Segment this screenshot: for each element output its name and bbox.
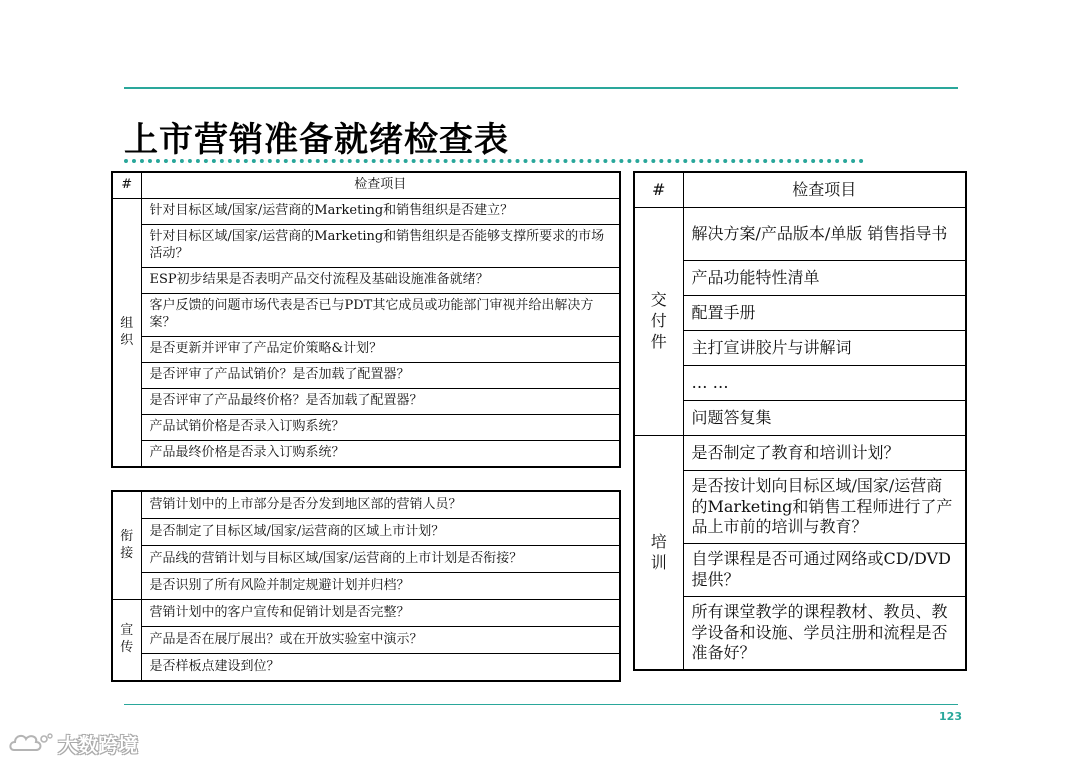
check-item: 针对目标区域/国家/运营商的Marketing和销售组织是否能够支撑所要求的市场活动？: [141, 225, 620, 268]
header-hash: #: [634, 172, 683, 208]
check-item: 是否识别了所有风险并制定规避计划并归档？: [141, 573, 620, 600]
check-item: 是否评审了产品最终价格？是否加载了配置器？: [141, 389, 620, 415]
check-item: 是否按计划向目标区域/国家/运营商的Marketing和销售工程师进行了产品上市前的培训与教育？: [683, 471, 966, 544]
category-label-deliverables: 交 付 件: [650, 290, 667, 351]
check-item: 产品最终价格是否录入订购系统？: [141, 441, 620, 468]
table-row: [112, 294, 620, 337]
table-row: [112, 519, 620, 546]
table-row: [112, 415, 620, 441]
check-item: 配置手册: [683, 296, 966, 331]
table-row: [634, 208, 966, 261]
watermark-text: 大数跨境: [58, 732, 138, 757]
table-row: [634, 597, 966, 671]
table-row: [112, 573, 620, 600]
header-hash: #: [112, 172, 141, 199]
check-item: 营销计划中的上市部分是否分发到地区部的营销人员？: [141, 491, 620, 519]
table-row: [112, 441, 620, 468]
table-row: [112, 389, 620, 415]
category-cell-link: [112, 491, 141, 600]
page-number: 123: [939, 710, 962, 723]
table-row: [634, 261, 966, 296]
category-cell-deliverables: [634, 208, 683, 436]
table-row: [112, 199, 620, 225]
category-cell-training: [634, 436, 683, 671]
check-item: 针对目标区域/国家/运营商的Marketing和销售组织是否建立？: [141, 199, 620, 225]
table-header-row: [634, 172, 966, 208]
check-item: 产品功能特性清单: [683, 261, 966, 296]
check-item: 是否制定了目标区域/国家/运营商的区域上市计划？: [141, 519, 620, 546]
table-row: [112, 627, 620, 654]
check-item: 营销计划中的客户宣传和促销计划是否完整？: [141, 600, 620, 627]
category-cell-org: [112, 199, 141, 468]
header-check-item: 检查项目: [683, 172, 966, 208]
check-item: 所有课堂教学的课程教材、教员、教学设备和设施、学员注册和流程是否准备好？: [683, 597, 966, 671]
table-row: [634, 401, 966, 436]
cloud-logo-icon: [8, 730, 54, 756]
table-row: [112, 654, 620, 682]
table-row: [112, 600, 620, 627]
check-item: 是否更新并评审了产品定价策略&计划？: [141, 337, 620, 363]
category-label-link: 衔 接: [120, 528, 134, 561]
table-row: [634, 296, 966, 331]
table-row: [634, 544, 966, 597]
check-item: 是否评审了产品试销价？是否加载了配置器？: [141, 363, 620, 389]
table-row: [112, 363, 620, 389]
check-item: ESP初步结果是否表明产品交付流程及基础设施准备就绪？: [141, 268, 620, 294]
title-dotted-underline: [124, 159, 864, 163]
check-item: 产品试销价格是否录入订购系统？: [141, 415, 620, 441]
table-header-row: [112, 172, 620, 199]
category-cell-promo: [112, 600, 141, 682]
watermark: [8, 728, 138, 758]
check-item: 产品是否在展厅展出？或在开放实验室中演示？: [141, 627, 620, 654]
check-item: 自学课程是否可通过网络或CD/DVD提供？: [683, 544, 966, 597]
category-label-promo: 宣 传: [120, 623, 134, 655]
check-item: 主打宣讲胶片与讲解词: [683, 331, 966, 366]
check-item: 客户反馈的问题市场代表是否已与PDT其它成员或功能部门审视并给出解决方案？: [141, 294, 620, 337]
check-item: … …: [683, 366, 966, 401]
category-label-training: 培 训: [650, 531, 667, 572]
check-item: 产品线的营销计划与目标区域/国家/运营商的上市计划是否衔接？: [141, 546, 620, 573]
page-title: 上市营销准备就绪检查表: [124, 120, 509, 160]
top-rule: [124, 87, 958, 89]
table-row: [112, 491, 620, 519]
table-row: [634, 471, 966, 544]
table-row: [112, 225, 620, 268]
category-label-org: 组 织: [120, 315, 134, 348]
check-item: 是否制定了教育和培训计划？: [683, 436, 966, 471]
check-item: 问题答复集: [683, 401, 966, 436]
deliverables-training-checklist-table: [633, 171, 967, 671]
table-row: [634, 331, 966, 366]
check-item: 解决方案/产品版本/单版 销售指导书: [683, 208, 966, 261]
table-row: [112, 546, 620, 573]
check-item: 是否样板点建设到位？: [141, 654, 620, 682]
header-check-item: 检查项目: [141, 172, 620, 199]
bottom-rule: [124, 704, 958, 705]
table-row: [634, 366, 966, 401]
table-row: [112, 337, 620, 363]
org-checklist-table: [111, 171, 621, 468]
link-promo-checklist-table: [111, 490, 621, 682]
table-row: [112, 268, 620, 294]
table-row: [634, 436, 966, 471]
